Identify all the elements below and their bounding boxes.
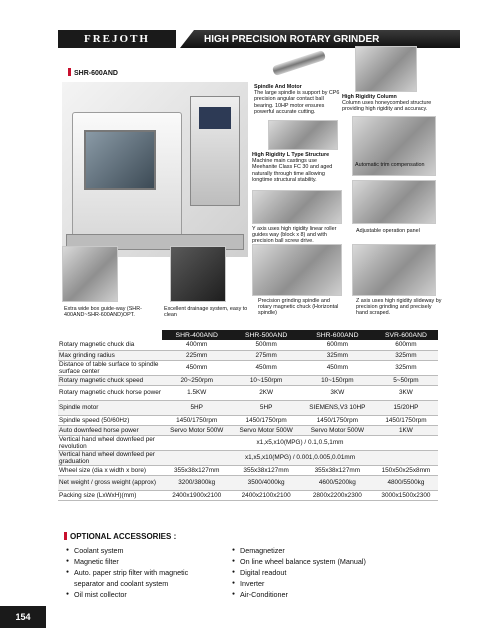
spindle-photo xyxy=(268,48,330,78)
table-row xyxy=(58,450,438,465)
spec-cell: 355x38x127mm xyxy=(162,465,231,475)
zaxis-photo xyxy=(352,244,436,296)
page-title: HIGH PRECISION ROTARY GRINDER xyxy=(180,30,460,48)
spec-cell: SIEMENS,V3 10HP xyxy=(301,400,374,415)
spec-table xyxy=(58,330,438,501)
spec-model-header: SVR-600AND xyxy=(374,330,438,340)
spec-label: Net weight / gross weight (approx) xyxy=(58,475,162,490)
spec-cell: 3KW xyxy=(374,385,438,400)
spec-label: Packing size (LxWxH)(mm) xyxy=(58,490,162,500)
list-item: ● Auto. paper strip filter with magnetic xyxy=(66,567,188,578)
spec-cell: 275mm xyxy=(231,350,300,360)
spec-cell: 3000x1500x2300 xyxy=(374,490,438,500)
spec-cell: 1450/1750rpm xyxy=(162,415,231,425)
spec-cell: 5~50rpm xyxy=(374,375,438,385)
spec-model-header: SHR-600AND xyxy=(301,330,374,340)
model-label xyxy=(68,68,118,77)
spec-cell: 355x38x127mm xyxy=(301,465,374,475)
table-row xyxy=(58,375,438,385)
spec-cell: 325mm xyxy=(374,350,438,360)
accessories-right-list xyxy=(232,545,366,600)
machine-window xyxy=(84,130,156,190)
machine-photo xyxy=(62,82,248,257)
accessories-left-list xyxy=(66,545,188,600)
spec-label: Vertical hand wheel downfeed per revolution xyxy=(58,435,162,450)
spec-model-header: SHR-500AND xyxy=(231,330,300,340)
page-number: 154 xyxy=(0,606,46,628)
spec-cell: 3500/4000kg xyxy=(231,475,300,490)
panel-photo xyxy=(352,180,436,224)
spec-cell: 2400x2100x2100 xyxy=(231,490,300,500)
spec-cell: Servo Motor 500W xyxy=(162,425,231,435)
list-item: ● Magnetic filter xyxy=(66,556,188,567)
yaxis-caption: Y axis uses high rigidity linear roller guides way (block x 8) and with precision ball screw drive. xyxy=(252,226,337,245)
spec-cell: 10~150rpm xyxy=(301,375,374,385)
spec-cell: 2KW xyxy=(231,385,300,400)
spec-label: Rotary magnetic chuck dia xyxy=(58,340,162,350)
table-row xyxy=(58,415,438,425)
spec-cell: 150x50x25x8mm xyxy=(374,465,438,475)
panel-caption: Adjustable operation panel xyxy=(356,228,420,234)
list-item: ● On line wheel balance system (Manual) xyxy=(232,556,366,567)
spec-cell: 5HP xyxy=(162,400,231,415)
spec-label: Wheel size (dia x width x bore) xyxy=(58,465,162,475)
spec-cell: 450mm xyxy=(231,360,300,375)
spec-cell: 450mm xyxy=(162,360,231,375)
table-row xyxy=(58,340,438,350)
spec-cell: 1450/1750rpm xyxy=(374,415,438,425)
accessories-title: OPTIONAL ACCESSORIES : xyxy=(64,532,176,541)
model-label-text: SHR-600AND xyxy=(74,70,118,77)
spec-model-header: SHR-400AND xyxy=(162,330,231,340)
zaxis-caption: Z axis uses high rigidity slideway by precision grinding and precisely hand scraped. xyxy=(356,298,442,317)
spec-cell: 3KW xyxy=(301,385,374,400)
spindle-rod xyxy=(272,50,326,76)
guideway-caption: Extra wide box guide-way (SHR-400AND~SHR-600AND)OPT. xyxy=(64,306,142,319)
spec-label: Distance of table surface to spindle surface center xyxy=(58,360,162,375)
drainage-caption: Excellent drainage system, easy to clean xyxy=(164,306,248,319)
list-item: ● Air-Conditioner xyxy=(232,589,366,600)
spec-cell: 355x38x127mm xyxy=(231,465,300,475)
spec-cell: Servo Motor 500W xyxy=(231,425,300,435)
precision-spindle-caption: Precision grinding spindle and rotary magnetic chuck (Horizontal spindle) xyxy=(258,298,339,317)
table-row xyxy=(58,425,438,435)
table-row xyxy=(58,490,438,500)
list-item: ● Digital readout xyxy=(232,567,366,578)
list-item: separator and coolant system xyxy=(74,579,169,588)
table-row xyxy=(58,360,438,375)
spec-cell: 15/20HP xyxy=(374,400,438,415)
spec-cell: 20~250rpm xyxy=(162,375,231,385)
brand-logo: FREJOTH xyxy=(58,30,176,48)
spec-cell: 2800x2200x2300 xyxy=(301,490,374,500)
spec-cell: 2400x1900x2100 xyxy=(162,490,231,500)
spec-label: Rotary magnetic chuck speed xyxy=(58,375,162,385)
list-item: ● Coolant system xyxy=(66,545,188,556)
table-row xyxy=(58,400,438,415)
list-item: ● Demagnetizer xyxy=(232,545,366,556)
spec-label: Auto downfeed horse power xyxy=(58,425,162,435)
spec-cell: 4800/5500kg xyxy=(374,475,438,490)
spec-cell: 5HP xyxy=(231,400,300,415)
spec-cell: 1450/1750rpm xyxy=(231,415,300,425)
panel-screen xyxy=(199,107,231,129)
table-row xyxy=(58,475,438,490)
spec-cell: 325mm xyxy=(301,350,374,360)
guideway-photo xyxy=(62,246,118,302)
yaxis-photo xyxy=(252,190,342,224)
spec-header-row xyxy=(58,330,438,340)
spec-cell: 600mm xyxy=(374,340,438,350)
spec-label: Spindle speed (50/60Hz) xyxy=(58,415,162,425)
table-row xyxy=(58,350,438,360)
spec-cell: 3200/3800kg xyxy=(162,475,231,490)
table-row xyxy=(58,465,438,475)
spec-cell: 325mm xyxy=(374,360,438,375)
spec-cell: 225mm xyxy=(162,350,231,360)
precision-spindle-photo xyxy=(252,244,342,296)
spec-cell: 4600/5200kg xyxy=(301,475,374,490)
spec-label: Spindle motor xyxy=(58,400,162,415)
spec-cell: 450mm xyxy=(301,360,374,375)
spec-label: Max grinding radius xyxy=(58,350,162,360)
spec-header-blank xyxy=(58,330,162,340)
structure-caption: High Rigidity L Type Structure Machine main castings use Meehanite Class FC 30 and aged naturally through time allowing longtime structural stability. xyxy=(252,152,333,183)
spec-cell: 1450/1750rpm xyxy=(301,415,374,425)
trim-caption: Automatic trim compensation xyxy=(355,162,425,168)
spec-span-cell: x1,x5,x10(MPG) / 0.1,0.5,1mm xyxy=(162,435,438,450)
spec-cell: 500mm xyxy=(231,340,300,350)
column-photo xyxy=(355,46,417,92)
spec-cell: 10~150rpm xyxy=(231,375,300,385)
drainage-photo xyxy=(170,246,226,302)
structure-photo xyxy=(268,120,338,150)
spec-cell: Servo Motor 500W xyxy=(301,425,374,435)
list-item: ● Oil mist collector xyxy=(66,589,188,600)
spec-cell: 400mm xyxy=(162,340,231,350)
table-row xyxy=(58,435,438,450)
spec-cell: 1KW xyxy=(374,425,438,435)
list-item: ● Inverter xyxy=(232,578,366,589)
red-marker xyxy=(64,532,67,540)
red-marker xyxy=(68,68,71,76)
spec-label: Vertical hand wheel downfeed per graduation xyxy=(58,450,162,465)
spindle-caption: Spindle And Motor The large spindle is support by CP6 precision angular contact ball bearing. 10HP motor ensures powerful accurate cutting. xyxy=(254,84,340,115)
spec-cell: 600mm xyxy=(301,340,374,350)
column-caption: High Rigidity Column Column uses honeycombed structure providing high rigidity and accuracy. xyxy=(342,94,432,113)
spec-label: Rotary magnetic chuck horse power xyxy=(58,385,162,400)
table-row xyxy=(58,385,438,400)
spec-cell: 1.5KW xyxy=(162,385,231,400)
control-panel xyxy=(190,96,240,206)
spec-span-cell: x1,x5,x10(MPG) / 0.001,0.005,0.01mm xyxy=(162,450,438,465)
